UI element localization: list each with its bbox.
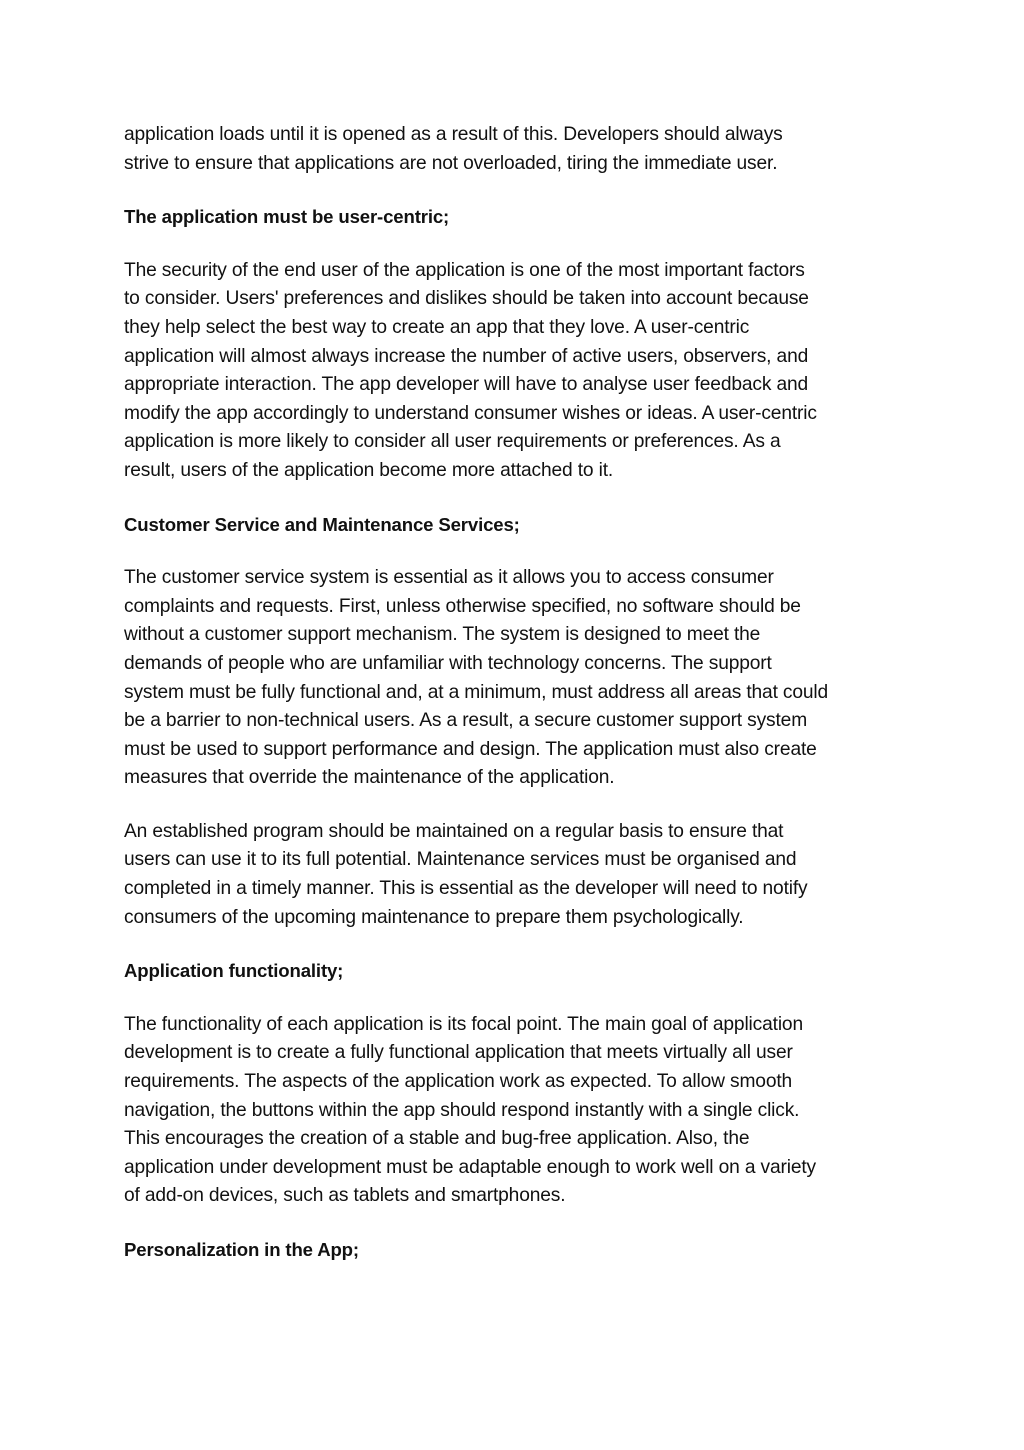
text-line: appropriate interaction. The app developer will have to analyse user feedback and [124, 374, 809, 396]
text-line: without a customer support mechanism. The system is designed to meet the [124, 624, 761, 646]
paragraph-user-centric [124, 257, 914, 486]
text-line: application loads until it is opened as a result of this. Developers should always [124, 124, 783, 145]
text-line: they help select the best way to create an app that they love. A user-centric [124, 316, 750, 338]
text-line: system must be fully functional and, at a minimum, must address all areas that could [124, 681, 829, 703]
text-line: measures that override the maintenance of the application. [124, 767, 615, 789]
section-heading-user-centric: The application must be user-centric; [124, 206, 450, 228]
text-line: modify the app accordingly to understand consumer wishes or ideas. A user-centric [124, 402, 817, 424]
section-heading-personalization: Personalization in the App; [124, 1239, 359, 1260]
text-line: navigation, the buttons within the app should respond instantly with a single click. [124, 1099, 800, 1121]
text-line: application will almost always increase the number of active users, observers, and [124, 345, 809, 367]
text-line: result, users of the application become more attached to it. [124, 459, 614, 481]
text-line: consumers of the upcoming maintenance to prepare them psychologically. [124, 906, 744, 928]
paragraph-maintenance [124, 818, 914, 932]
section-heading-functionality: Application functionality; [124, 960, 344, 982]
text-line: development is to create a fully functional application that meets virtually all user [124, 1042, 793, 1064]
paragraph-functionality [124, 1011, 914, 1211]
text-line: The security of the end user of the application is one of the most important factors [124, 259, 805, 281]
text-line: must be used to support performance and design. The application must also create [124, 738, 817, 760]
section-heading-customer-service: Customer Service and Maintenance Services; [124, 513, 520, 535]
paragraph-customer-service [124, 564, 914, 793]
text-line: be a barrier to non-technical users. As a result, a secure customer support system [124, 710, 808, 732]
text-line: users can use it to its full potential. Maintenance services must be organised and [124, 849, 797, 871]
text-line: of add-on devices, such as tablets and smartphones. [124, 1185, 566, 1207]
text-line: The functionality of each application is its focal point. The main goal of application [124, 1013, 803, 1035]
text-line: completed in a timely manner. This is essential as the developer will need to notify [124, 878, 808, 900]
text-line: to consider. Users' preferences and dislikes should be taken into account because [124, 288, 809, 310]
text-line: strive to ensure that applications are not overloaded, tiring the immediate user. [124, 152, 778, 174]
paragraph-intro-continuation [124, 121, 914, 178]
text-line: application is more likely to consider all user requirements or preferences. As a [124, 431, 781, 453]
text-line: requirements. The aspects of the application work as expected. To allow smooth [124, 1071, 793, 1093]
text-line: This encourages the creation of a stable and bug-free application. Also, the [124, 1128, 750, 1150]
document-page [124, 121, 914, 1290]
text-line: The customer service system is essential as it allows you to access consumer [124, 567, 774, 589]
text-line: application under development must be adaptable enough to work well on a variety [124, 1156, 816, 1178]
text-line: complaints and requests. First, unless otherwise specified, no software should be [124, 595, 801, 617]
text-line: An established program should be maintained on a regular basis to ensure that [124, 820, 784, 842]
text-line: demands of people who are unfamiliar with technology concerns. The support [124, 652, 772, 674]
